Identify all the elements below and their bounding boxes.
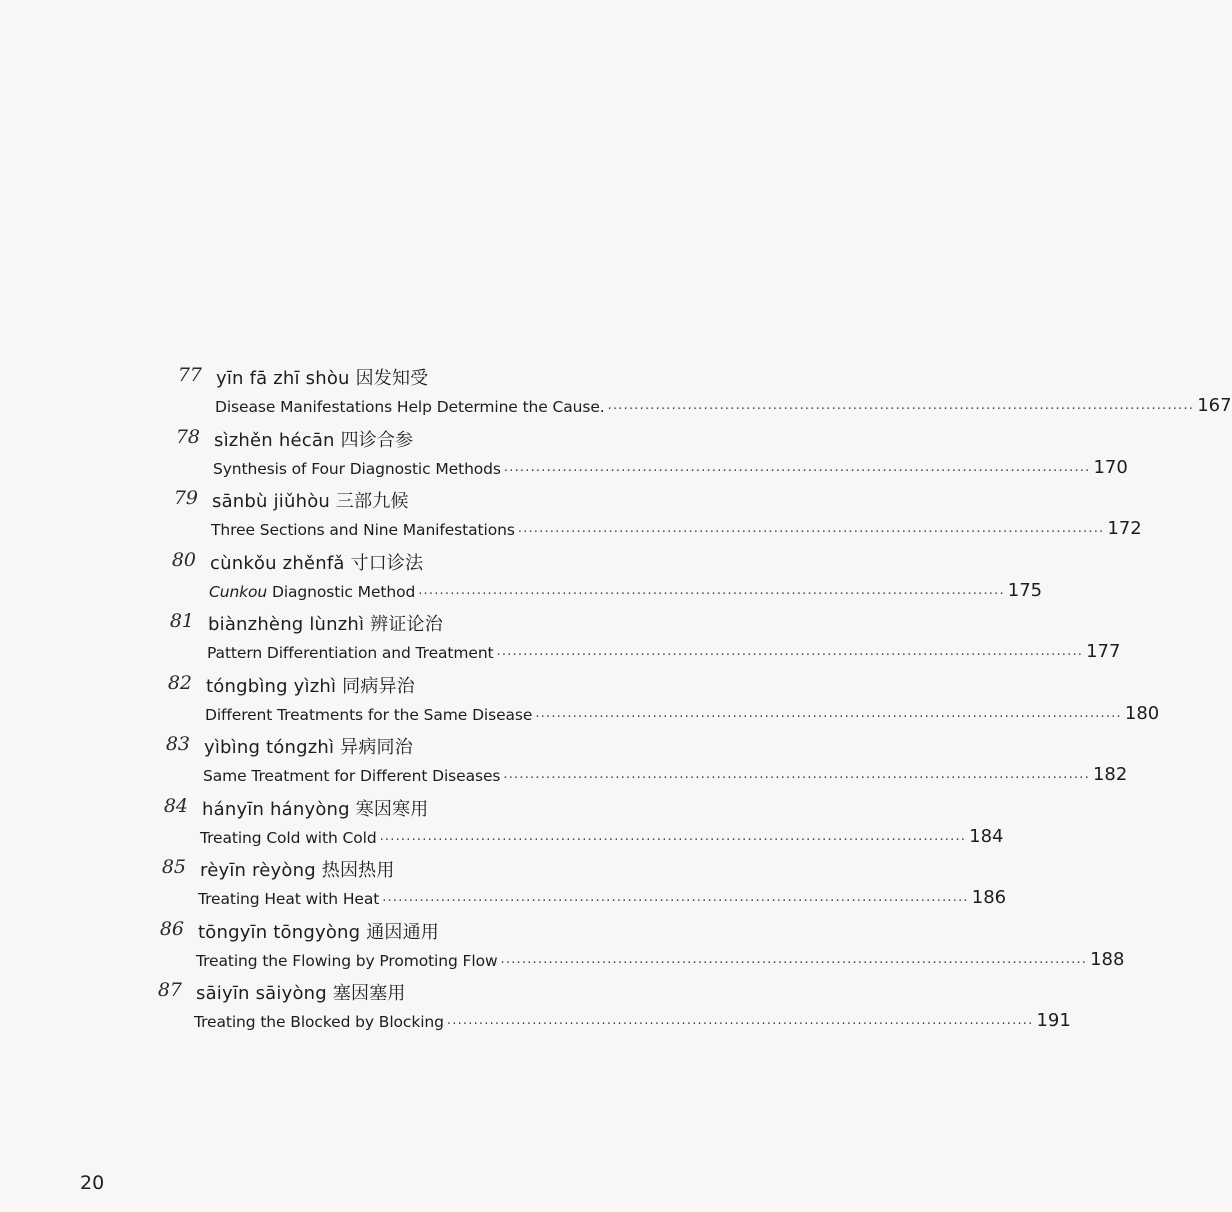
toc-entry-77 xyxy=(0,360,1232,422)
entry-title: Synthesis of Four Diagnostic Methods xyxy=(213,459,501,478)
entry-title: Treating Cold with Cold xyxy=(200,828,377,847)
entry-title: Disease Manifestations Help Determine the Cause. xyxy=(215,398,605,416)
entry-title-italic: Cunkou xyxy=(209,582,268,601)
toc-entry-86 xyxy=(0,914,1125,976)
entry-page: 172 xyxy=(1107,518,1142,539)
entry-title-line xyxy=(209,579,1043,601)
entry-heading: sìzhěn hécān 四诊合参 xyxy=(214,429,414,451)
entry-number: 79 xyxy=(173,487,198,509)
entry-page: 175 xyxy=(1007,579,1043,601)
toc-entry-80 xyxy=(0,545,1043,607)
toc-entry-84 xyxy=(0,791,1004,853)
entry-title: Treating the Blocked by Blocking xyxy=(194,1013,444,1031)
entry-title-line xyxy=(205,702,1160,724)
entry-page: 182 xyxy=(1092,764,1128,785)
entry-number: 77 xyxy=(177,364,202,386)
entry-title-line xyxy=(215,395,1232,416)
entry-title-line xyxy=(196,948,1125,970)
entry-title-line xyxy=(203,764,1128,785)
entry-page: 170 xyxy=(1093,456,1128,478)
entry-title: Same Treatment for Different Diseases xyxy=(203,767,501,785)
entry-title-line xyxy=(213,456,1128,478)
toc-entry-78 xyxy=(0,422,1128,484)
entry-title: Different Treatments for the Same Disease xyxy=(205,705,533,724)
entry-heading: cùnkǒu zhěnfǎ 寸口诊法 xyxy=(210,552,424,574)
entry-heading: hányīn hányòng 寒因寒用 xyxy=(202,798,429,820)
entry-number: 84 xyxy=(163,794,188,817)
entry-number: 81 xyxy=(169,610,194,632)
toc-entry-79 xyxy=(0,483,1142,545)
dot-leader: .............................................................................................................. xyxy=(607,398,1195,413)
entry-page: 177 xyxy=(1086,641,1121,662)
dot-leader: .............................................................................................................. xyxy=(535,705,1122,721)
entry-number: 80 xyxy=(171,548,196,571)
toc-entry-82 xyxy=(0,668,1160,730)
dot-leader: .............................................................................................................. xyxy=(446,1013,1034,1028)
table-of-contents xyxy=(0,360,1232,1037)
entry-number: 82 xyxy=(167,671,192,694)
entry-number: 78 xyxy=(175,425,200,448)
entry-title-line xyxy=(194,1010,1071,1031)
entry-heading: tōngyīn tōngyòng 通因通用 xyxy=(198,921,440,943)
entry-heading: rèyīn rèyòng 热因热用 xyxy=(200,860,395,881)
entry-page: 167 xyxy=(1197,395,1232,416)
entry-heading: sāiyīn sāiyòng 塞因塞用 xyxy=(196,983,406,1004)
entry-heading: sānbù jiǔhòu 三部九候 xyxy=(212,491,409,512)
entry-title: Three Sections and Nine Manifestations xyxy=(211,521,515,539)
toc-entry-83 xyxy=(0,729,1128,791)
entry-title-line xyxy=(198,887,1007,908)
entry-page: 186 xyxy=(971,887,1007,908)
entry-title-rest: Diagnostic Method xyxy=(267,582,416,601)
dot-leader: .............................................................................................................. xyxy=(503,459,1091,475)
entry-heading: biànzhèng lùnzhì 辨证论治 xyxy=(208,614,443,635)
entry-number: 85 xyxy=(161,856,186,878)
dot-leader: .............................................................................................................. xyxy=(496,644,1084,659)
toc-entry-85 xyxy=(0,852,1007,914)
page-number: 20 xyxy=(80,1172,105,1194)
dot-leader: .............................................................................................................. xyxy=(382,890,969,905)
dot-leader: .............................................................................................................. xyxy=(503,767,1090,782)
entry-title: Treating Heat with Heat xyxy=(198,890,380,908)
entry-number: 87 xyxy=(157,979,182,1001)
entry-heading: tóngbìng yìzhì 同病异治 xyxy=(206,675,415,697)
entry-number: 86 xyxy=(159,917,184,940)
toc-entry-81 xyxy=(0,606,1121,668)
entry-heading: yīn fā zhī shòu 因发知受 xyxy=(216,368,429,389)
entry-page: 188 xyxy=(1090,948,1125,970)
entry-number: 83 xyxy=(165,733,190,755)
entry-title-line xyxy=(211,518,1142,539)
dot-leader: .............................................................................................................. xyxy=(379,828,967,844)
dot-leader: .............................................................................................................. xyxy=(418,582,1005,598)
entry-title: Treating the Flowing by Promoting Flow xyxy=(196,951,498,970)
entry-page: 184 xyxy=(969,825,1004,847)
entry-title-line xyxy=(207,641,1121,662)
entry-page: 191 xyxy=(1036,1010,1071,1031)
entry-title: Pattern Differentiation and Treatment xyxy=(207,644,494,662)
entry-page: 180 xyxy=(1124,702,1160,724)
dot-leader: .............................................................................................................. xyxy=(517,521,1105,536)
toc-entry-87 xyxy=(0,975,1071,1037)
entry-title-line xyxy=(200,825,1004,847)
entry-title xyxy=(209,583,415,601)
dot-leader: .............................................................................................................. xyxy=(500,951,1088,967)
entry-heading: yìbìng tóngzhì 异病同治 xyxy=(204,737,413,758)
